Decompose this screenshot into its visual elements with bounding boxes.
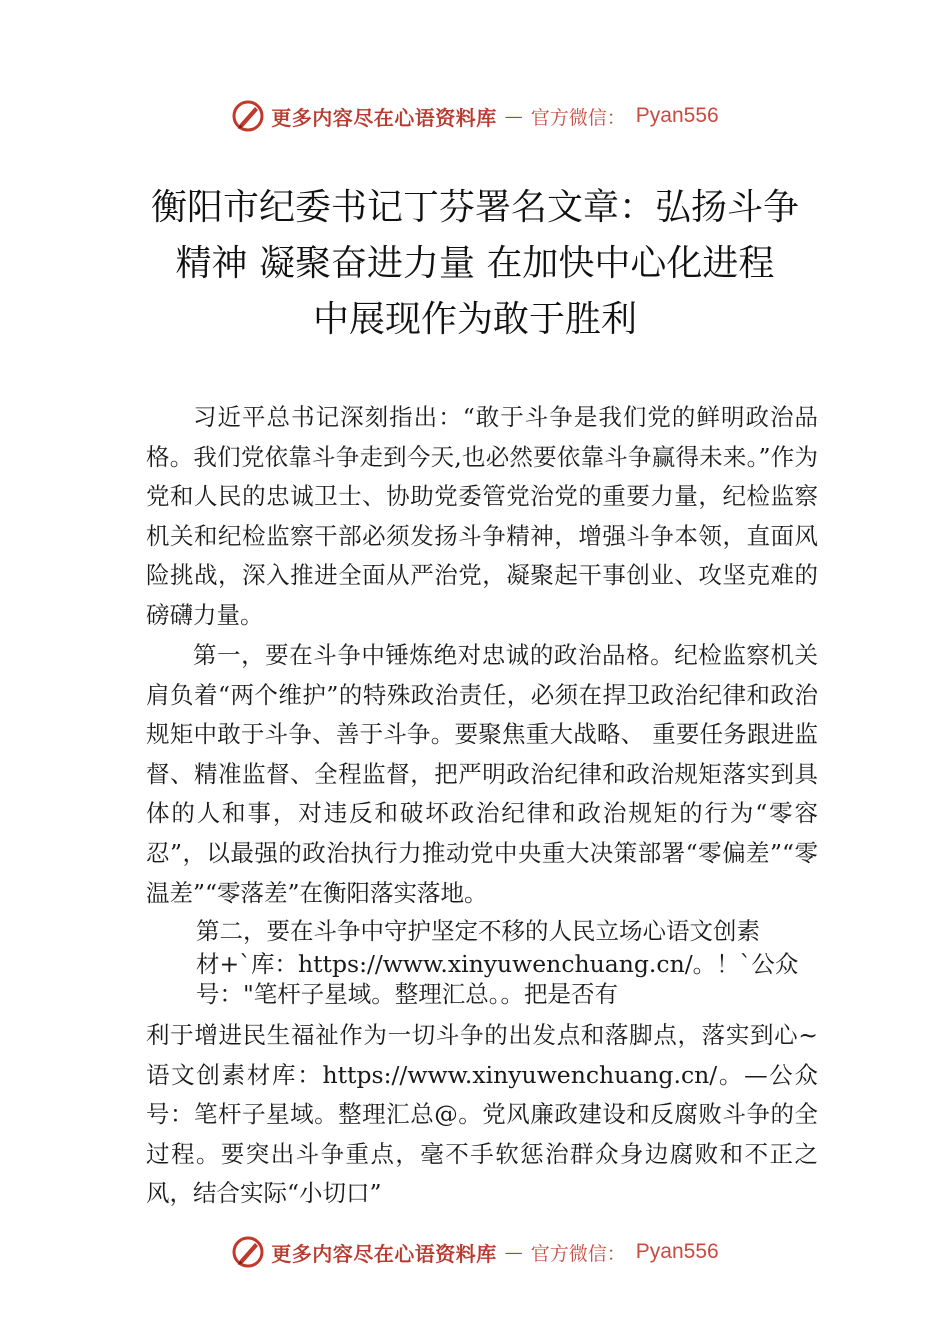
watermark-wechat-id: Pyan556 bbox=[635, 1240, 719, 1263]
watermark-separator: — bbox=[504, 105, 523, 127]
paragraph-second-continued: 利于增进民生福祉作为一切斗争的出发点和落脚点，落实到心~语文创素材库：https://www.xinyuwenchuang.cn/。—公众号：笔杆子星域。整理汇总@。党风廉政建设和反腐败斗争的全过程。要突出斗争重点，毫不手软惩治群众身边腐败和不正之风，结合实际“小切口” bbox=[146, 1021, 818, 1208]
paragraph-first: 第一，要在斗争中锤炼绝对忠诚的政治品格。纪检监察机关肩负着“两个维护”的特殊政治责任，必须在捍卫政治纪律和政治规矩中敢于斗争、善于斗争。要聚焦重大战略、 重要任务跟进监督、精准监督、全程监督，把严明政治纪律和政治规矩落实到具体的人和事，对违反和破坏政治纪律和政治规矩的行为“零容忍”，以最强的政治执行力推动党中央重大决策部署“零偏差”“零温差”“零落差”在衡阳落实落地。 bbox=[146, 641, 818, 907]
paragraph-second-start bbox=[146, 913, 818, 1009]
paragraph-second-line-2: 材+`库：https://www.xinyuwenchuang.cn/。！`公众 bbox=[196, 950, 799, 978]
watermark-wechat-id: Pyan556 bbox=[635, 104, 719, 127]
watermark-separator: — bbox=[504, 1241, 523, 1263]
watermark-wechat-label: 官方微信： bbox=[530, 106, 626, 129]
watermark-banner-bottom bbox=[0, 1232, 950, 1272]
article-title bbox=[100, 180, 850, 348]
watermark-brand: 更多内容尽在心语资料库 bbox=[271, 1241, 497, 1266]
title-line-1: 衡阳市纪委书记丁芬署名文章：弘扬斗争 bbox=[150, 187, 799, 228]
watermark-wechat-label: 官方微信： bbox=[530, 1242, 626, 1265]
watermark-banner-top bbox=[0, 96, 950, 136]
watermark-brand: 更多内容尽在心语资料库 bbox=[271, 105, 497, 130]
pen-logo-icon bbox=[231, 1235, 265, 1269]
paragraph-second-line-3: 号："笔杆子星域。整理汇总。。把是否有 bbox=[196, 980, 619, 1008]
paragraph-intro: 习近平总书记深刻指出：“敢于斗争是我们党的鲜明政治品格。我们党依靠斗争走到今天,也必然要依靠斗争赢得未来。”作为党和人民的忠诚卫士、协助党委管党治党的重要力量，纪检监察机关和纪检监察干部必须发扬斗争精神，增强斗争本领，直面风险挑战，深入推进全面从严治党，凝聚起干事创业、攻坚克难的磅礴力量。 bbox=[146, 403, 818, 629]
title-line-2: 精神 凝聚奋进力量 在加快中心化进程 bbox=[175, 243, 775, 284]
title-line-3: 中展现作为敢于胜利 bbox=[312, 299, 637, 340]
paragraph-second-line-1: 第二，要在斗争中守护坚定不移的人民立场心语文创素 bbox=[196, 917, 760, 945]
pen-logo-icon bbox=[231, 99, 265, 133]
